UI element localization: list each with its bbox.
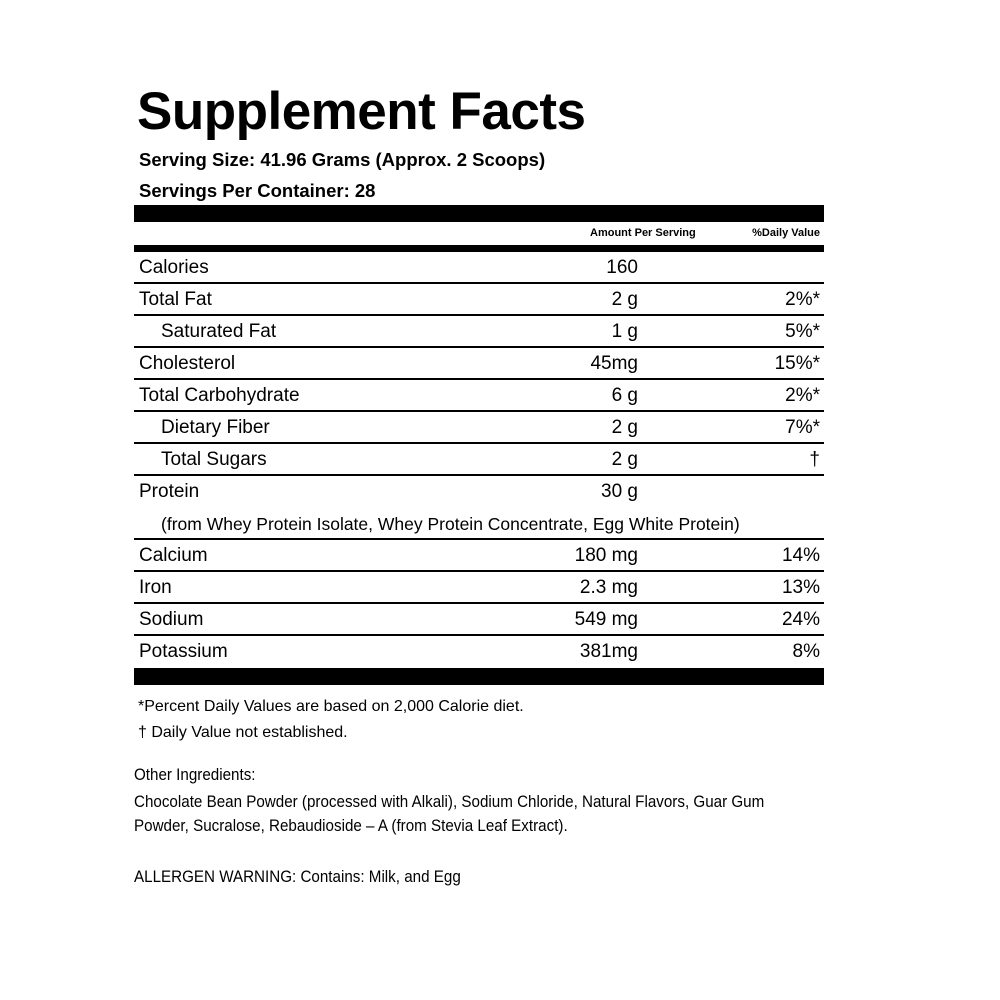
nutrient-row [134, 636, 824, 668]
nutrient-daily-value: 5%* [785, 321, 820, 342]
nutrient-row [134, 476, 824, 540]
nutrient-row [134, 348, 824, 380]
footnote-dagger: † Daily Value not established. [138, 724, 348, 741]
nutrient-row [134, 316, 824, 348]
nutrient-amount: 2 g [611, 449, 638, 470]
nutrient-daily-value: 24% [781, 609, 820, 630]
nutrient-amount: 160 [606, 257, 638, 278]
nutrient-daily-value: 14% [781, 545, 820, 566]
nutrient-name: Calories [139, 257, 209, 278]
dv-header: %Daily Value [752, 227, 820, 239]
nutrient-daily-value: 13% [781, 577, 820, 598]
nutrient-daily-value: 2%* [785, 289, 820, 310]
nutrient-row [134, 444, 824, 476]
nutrient-amount: 381mg [579, 641, 638, 662]
divider-bar [134, 205, 824, 222]
serving-size: Serving Size: 41.96 Grams (Approx. 2 Scoops) [139, 149, 546, 170]
nutrient-name: Total Carbohydrate [139, 385, 300, 406]
nutrient-name: Sodium [139, 609, 204, 630]
nutrient-daily-value: 2%* [785, 385, 820, 406]
servings-per-container: Servings Per Container: 28 [139, 180, 376, 201]
nutrient-daily-value: 8% [792, 641, 820, 662]
nutrient-amount: 6 g [611, 385, 638, 406]
nutrient-name: Dietary Fiber [161, 417, 270, 438]
nutrient-name: Potassium [139, 641, 228, 662]
other-ingredients-label: Other Ingredients: [134, 766, 256, 784]
allergen-warning: ALLERGEN WARNING: Contains: Milk, and Egg [134, 868, 461, 886]
other-ingredients-line: Powder, Sucralose, Rebaudioside – A (from Stevia Leaf Extract). [134, 817, 568, 835]
nutrient-rows [134, 252, 824, 668]
nutrient-daily-value: 7%* [785, 417, 820, 438]
nutrient-amount: 549 mg [574, 609, 638, 630]
nutrient-amount: 2 g [611, 417, 638, 438]
nutrient-daily-value: 15%* [774, 353, 820, 374]
nutrient-row [134, 412, 824, 444]
nutrient-amount: 1 g [611, 321, 638, 342]
nutrient-amount: 180 mg [574, 545, 638, 566]
divider-bar [134, 245, 824, 252]
nutrient-amount: 2.3 mg [579, 577, 638, 598]
nutrient-daily-value: † [809, 449, 820, 470]
nutrient-name: Calcium [139, 545, 208, 566]
column-header [134, 222, 824, 245]
nutrient-name: Iron [139, 577, 172, 598]
nutrient-row [134, 284, 824, 316]
nutrient-amount: 45mg [590, 353, 638, 374]
other-ingredients-line: Chocolate Bean Powder (processed with Alkali), Sodium Chloride, Natural Flavors, Guar Gum [134, 793, 765, 811]
nutrient-name: Total Fat [139, 289, 212, 310]
nutrient-note: (from Whey Protein Isolate, Whey Protein Concentrate, Egg White Protein) [161, 514, 740, 534]
nutrient-name: Total Sugars [161, 449, 267, 470]
nutrient-row [134, 380, 824, 412]
nutrient-row [134, 604, 824, 636]
divider-bar [134, 668, 824, 685]
facts-panel [134, 205, 824, 685]
nutrient-name: Protein [139, 481, 200, 502]
amount-header: Amount Per Serving [590, 227, 696, 239]
nutrient-row [134, 540, 824, 572]
nutrient-row [134, 252, 824, 284]
nutrient-name: Saturated Fat [161, 321, 277, 342]
nutrient-amount: 30 g [601, 481, 638, 502]
nutrient-row [134, 572, 824, 604]
page-title: Supplement Facts [137, 82, 586, 141]
nutrient-name: Cholesterol [139, 353, 236, 374]
footnote-dv: *Percent Daily Values are based on 2,000 Calorie diet. [138, 698, 524, 715]
nutrient-amount: 2 g [611, 289, 638, 310]
